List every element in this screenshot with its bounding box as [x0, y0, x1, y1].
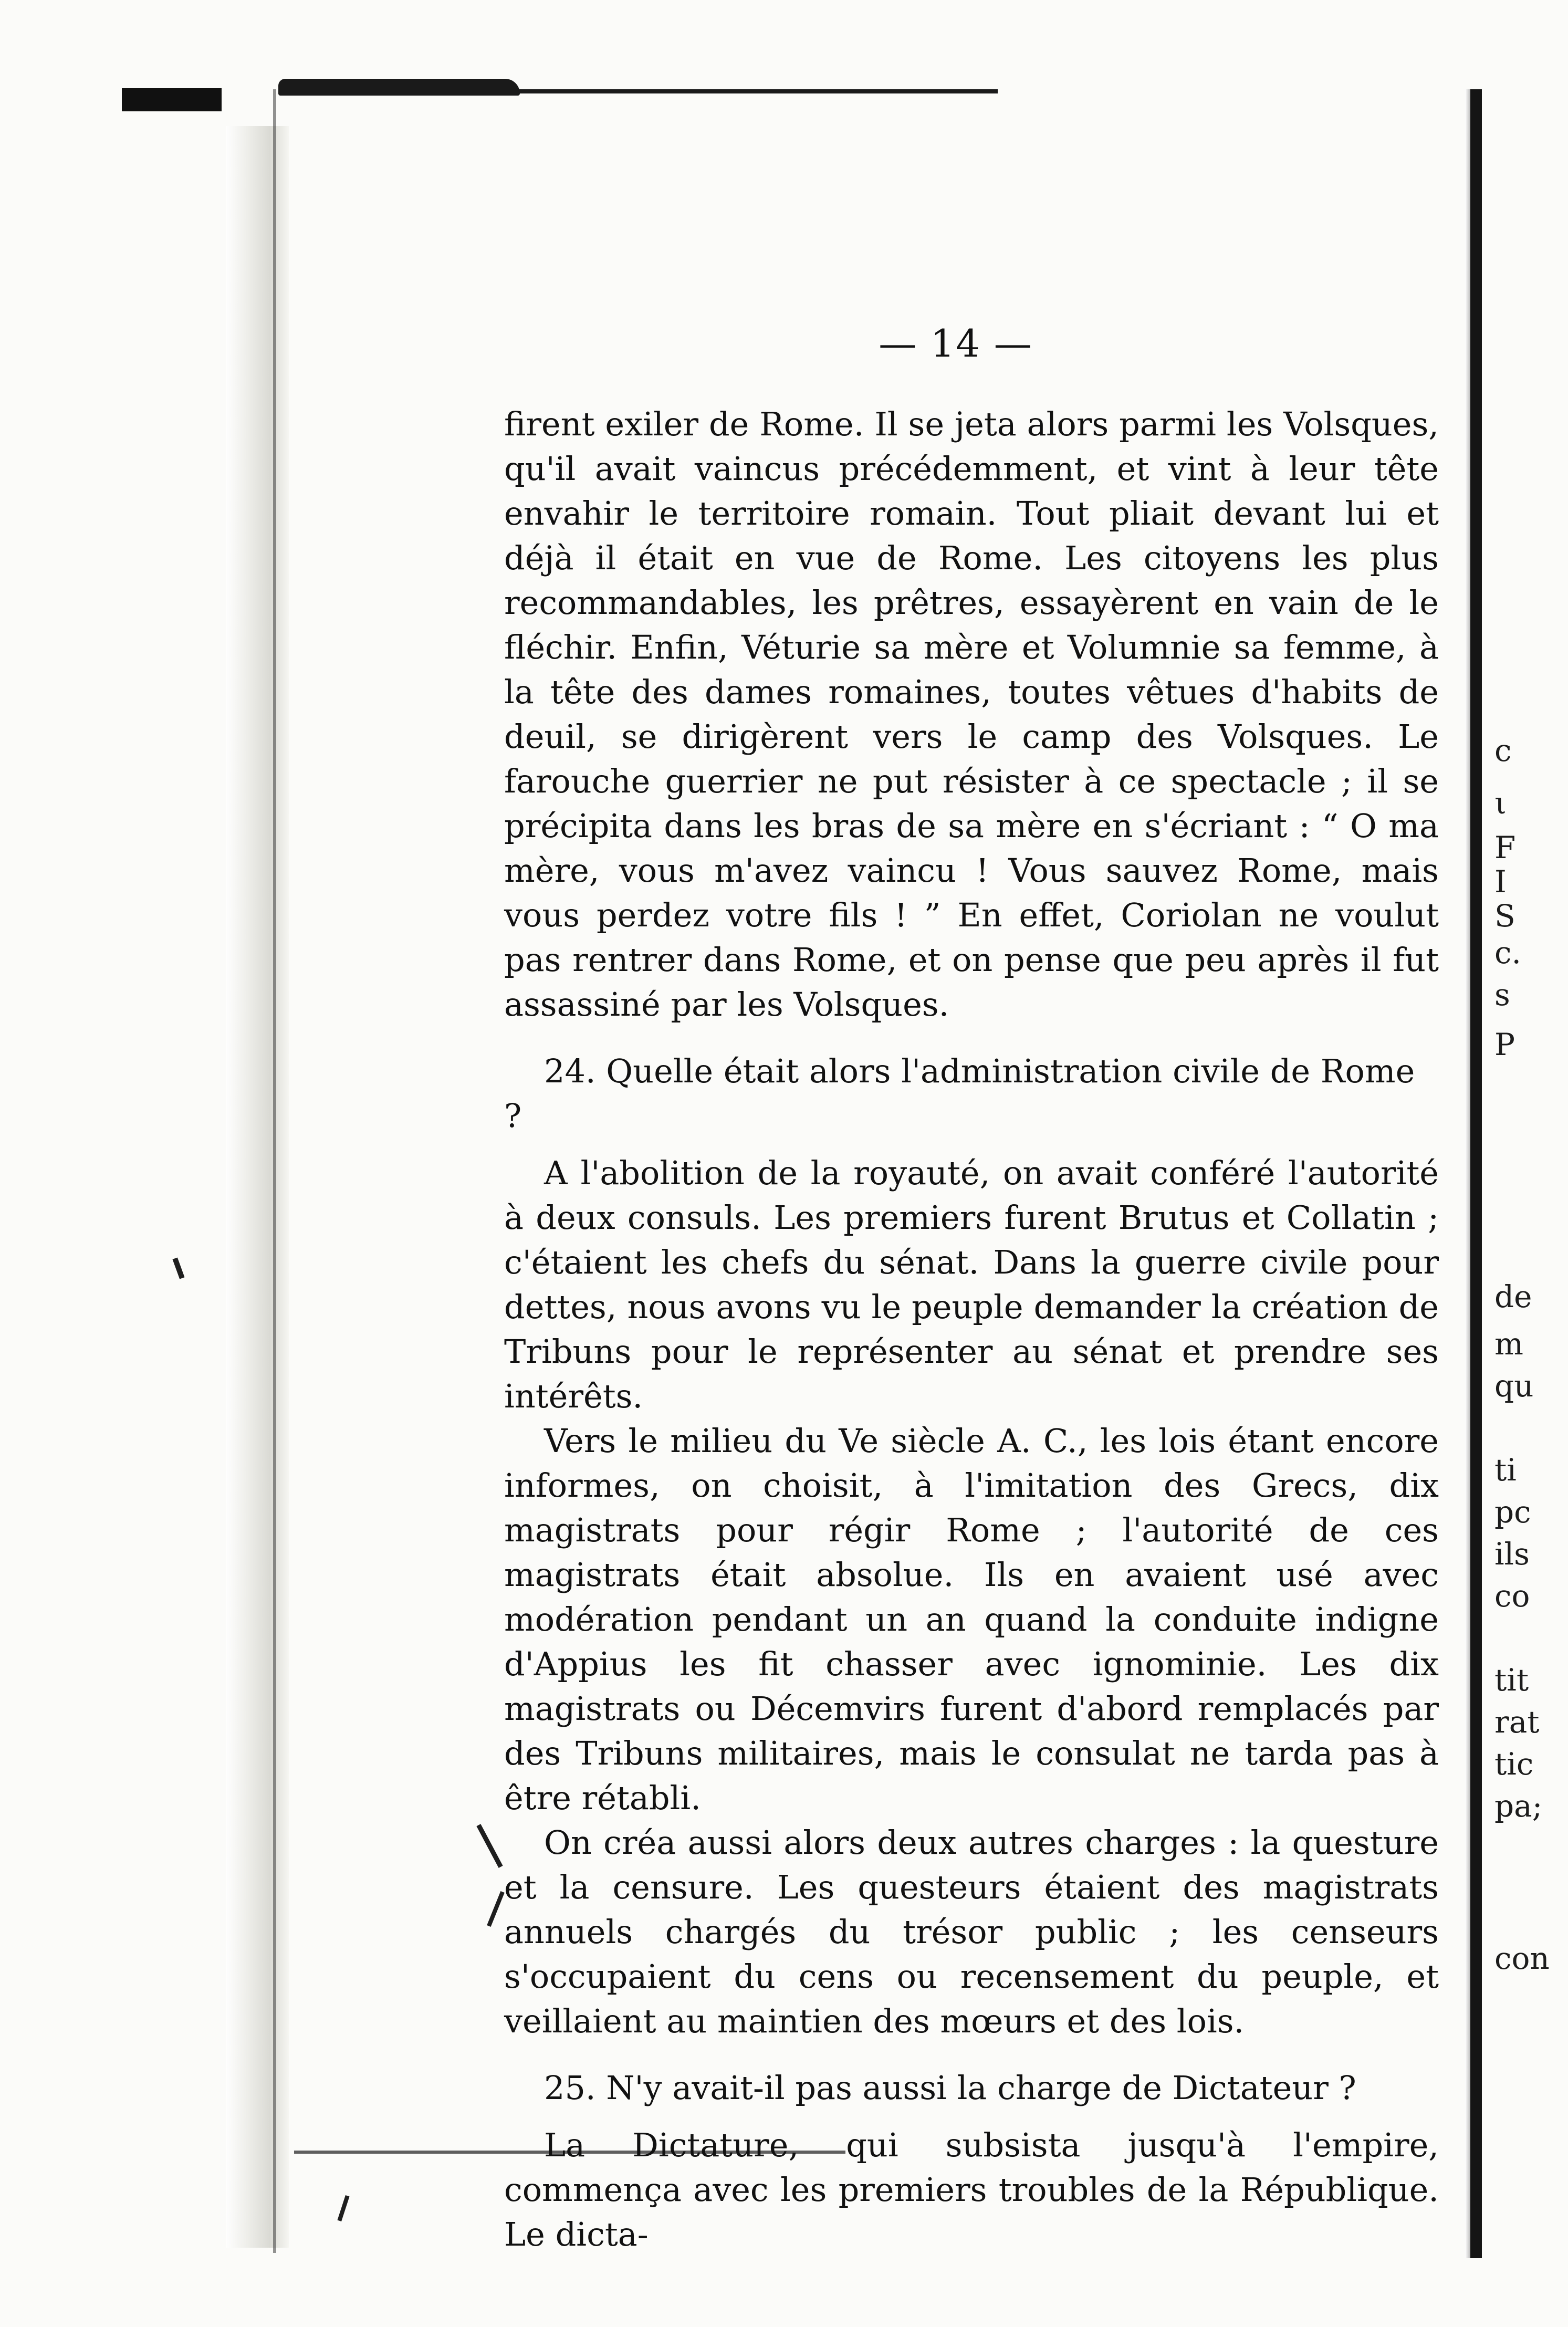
next-page-fragment: I — [1494, 864, 1507, 900]
next-page-fragment: ti — [1494, 1452, 1517, 1488]
next-page-fragment: s — [1494, 977, 1510, 1013]
next-page-fragment: co — [1494, 1578, 1530, 1614]
next-page-fragment: P — [1494, 1027, 1515, 1062]
right-binding-edge — [1470, 89, 1482, 2258]
next-page-fragment: pa; — [1494, 1788, 1543, 1824]
next-page-fragment: pc — [1494, 1494, 1531, 1530]
next-page-fragment: de — [1494, 1279, 1532, 1314]
margin-mark — [487, 1891, 505, 1927]
page-number: — 14 — — [879, 321, 1033, 366]
next-page-edge — [1491, 0, 1568, 2327]
question-heading: 24. Quelle était alors l'administration civile de Rome ? — [504, 1052, 1415, 1135]
next-page-fragment: c — [1494, 733, 1512, 768]
next-page-fragment: tic — [1494, 1746, 1534, 1782]
paragraph: Vers le milieu du Ve siècle A. C., les lois étant encore informes, on choisit, à l'imitation des Grecs, dix magistrats pour régir Rome ; l'autorité de ces magistrats était absolue. Ils en avaient usé avec modération pendant un an quand la conduite indigne d'Appius les fit chasser avec ignominie. Les dix magistrats ou Décemvirs furent d'abord remplacés par des Tribuns militaires, mais le consulat ne tarda pas à être rétabli. — [504, 1422, 1439, 1817]
next-page-fragment: tit — [1494, 1662, 1529, 1698]
paragraph: La Dictature, qui subsista jusqu'à l'empire, commença avec les premiers troubles de la République. Le dicta- — [504, 2126, 1439, 2253]
paragraph: firent exiler de Rome. Il se jeta alors parmi les Volsques, qu'il avait vaincus précédemment, et vint à leur tête envahir le territoire romain. Tout pliait devant lui et déjà il était en vue de Rome. Les citoyens les plus recommandables, les prêtres, essayèrent en vain de le fléchir. Enfin, Véturie sa mère et Volumnie sa femme, à la tête des dames romaines, toutes vêtues d'habits de deuil, se dirigèrent vers le camp des Volsques. Le farouche guerrier ne put résister à ce spectacle ; il se précipita dans les bras de sa mère en s'écriant : “ O ma mère, vous m'avez vaincu ! Vous sauvez Rome, mais vous perdez votre fils ! ” En effet, Coriolan ne voulut pas rentrer dans Rome, et on pense que peu après il fut assassiné par les Volsques. — [504, 405, 1439, 1024]
binding-gutter — [226, 126, 289, 2248]
next-page-fragment: qu — [1494, 1368, 1534, 1404]
margin-ink-mark — [122, 88, 222, 111]
next-page-fragment: ils — [1494, 1536, 1530, 1572]
next-page-fragment: m — [1494, 1326, 1523, 1362]
gutter-edge — [273, 89, 276, 2253]
paragraph: A l'abolition de la royauté, on avait conféré l'autorité à deux consuls. Les premiers furent Brutus et Collatin ; c'étaient les chefs du sénat. Dans la guerre civile pour dettes, nous avons vu le peuple demander la création de Tribuns pour le représenter au sénat et prendre ses intérêts. — [504, 1154, 1439, 1415]
next-page-fragment: rat — [1494, 1704, 1540, 1740]
margin-mark — [172, 1257, 184, 1279]
margin-mark — [337, 2195, 349, 2221]
binding-shadow — [1465, 89, 1470, 2258]
margin-mark — [476, 1824, 503, 1868]
next-page-fragment: con — [1494, 1940, 1550, 1976]
body-text — [504, 402, 1439, 2257]
next-page-fragment: ι — [1494, 785, 1507, 821]
next-page-fragment: F — [1494, 830, 1516, 865]
paragraph: On créa aussi alors deux autres charges : la questure et la censure. Les questeurs étaient des magistrats annuels chargés du trésor public ; les censeurs s'occupaient du cens ou recensement du peuple, et veillaient au maintien des mœurs et des lois. — [504, 1823, 1439, 2040]
next-page-fragment: c. — [1494, 935, 1521, 971]
next-page-fragment: S — [1494, 898, 1515, 934]
top-page-edge — [278, 89, 998, 93]
question-heading: 25. N'y avait-il pas aussi la charge de Dictateur ? — [544, 2069, 1356, 2107]
